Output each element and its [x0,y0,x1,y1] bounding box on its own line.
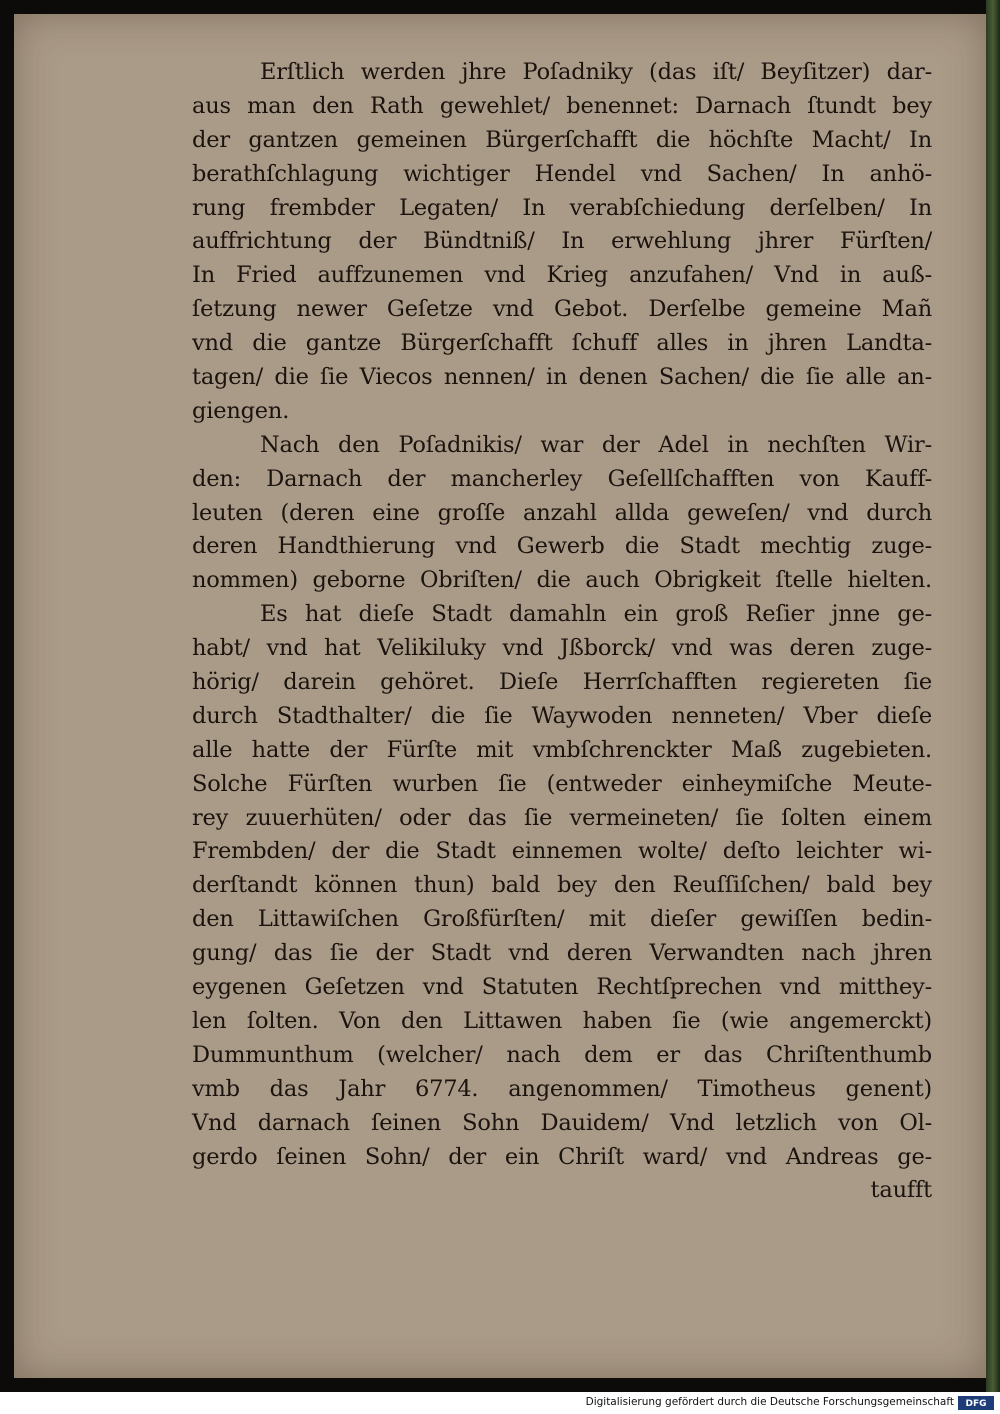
dfg-logo-icon: DFG [958,1396,994,1410]
text-line: giengen. [192,397,290,424]
text-line: Erſtlich werden jhre Poſadniky (das iſt/ Beyſitzer) dar- [260,59,932,85]
text-line: alle hatte der Fürſte mit vmbſchrenckter Maß zugebieten. [192,736,932,763]
digitization-footer [0,1392,1000,1414]
text-line: In Fried auffzunemen vnd Krieg anzufahen/ Vnd in auß- [192,262,932,289]
text-line: den: Darnach der mancherley Geſellſchafften von Kauff- [192,465,932,492]
text-line: Vnd darnach ſeinen Sohn Dauidem/ Vnd letzlich von Ol- [192,1109,932,1136]
text-line: den Littawiſchen Großfürſten/ mit dieſer gewiſſen bedin- [192,906,932,933]
text-line: len ſolten. Von den Littawen haben ſie (wie angemerckt) [192,1007,932,1034]
text-line: der gantzen gemeinen Bürgerſchafft die höchſte Macht/ In [192,126,932,153]
text-line: gerdo ſeinen Sohn/ der ein Chriſt ward/ vnd Andreas ge- [192,1143,932,1170]
text-line: Frembden/ der die Stadt einnemen wolte/ deſto leichter wi- [192,838,932,865]
text-line: rey zuuerhüten/ oder das ſie vermeineten/ ſie ſolten einem [192,804,932,831]
text-line: Dummunthum (welcher/ nach dem er das Chriſtenthumb [192,1041,932,1068]
text-line: gung/ das ſie der Stadt vnd deren Verwandten nach jhren [192,940,932,967]
text-line: tagen/ die ſie Viecos nennen/ in denen Sachen/ die ſie alle an- [192,364,932,391]
text-line: eygenen Geſetzen vnd Statuten Rechtſprechen vnd mitthey- [192,974,932,1001]
text-line: ſetzung newer Geſetze vnd Gebot. Derſelbe gemeine Mañ [192,296,932,323]
text-line: rung frembder Legaten/ In verabſchiedung derſelben/ In [192,194,932,221]
text-line: derſtandt können thun) bald bey den Reuſſiſchen/ bald bey [192,872,932,899]
text-line: Nach den Poſadnikis/ war der Adel in nechſten Wir- [260,431,932,458]
text-line: Solche Fürſten wurben ſie (entweder einheymiſche Meute- [192,770,932,797]
footer-credit: Digitalisierung gefördert durch die Deutsche Forschungsgemeinschaft [585,1396,954,1408]
text-line: vnd die gantze Bürgerſchafft ſchuff alles in jhren Landta- [192,330,932,357]
book-page [14,14,986,1378]
text-line: berathſchlagung wichtiger Hendel vnd Sachen/ In anhö- [192,160,932,187]
book-edge [986,0,1000,1392]
text-line: nommen) geborne Obriſten/ die auch Obrigkeit ſtelle hielten. [192,567,932,594]
body-text [192,56,932,1208]
text-line: auffrichtung der Bündtniß/ In erwehlung jhrer Fürſten/ [192,228,932,255]
text-line: deren Handthierung vnd Gewerb die Stadt mechtig zuge- [192,533,932,560]
text-line: hörig/ darein gehöret. Dieſe Herrſchafften regiereten ſie [192,669,932,696]
text-line: durch Stadthalter/ die ſie Waywoden nenneten/ Vber dieſe [192,702,932,729]
text-line: vmb das Jahr 6774. angenommen/ Timotheus genent) [192,1075,932,1102]
text-line: leuten (deren eine groſſe anzahl allda geweſen/ vnd durch [192,499,932,526]
catchword: taufft [870,1177,932,1204]
text-line: habt/ vnd hat Velikiluky vnd Jßborck/ vnd was deren zuge- [192,635,932,662]
text-line: aus man den Rath gewehlet/ benennet: Darnach ſtundt bey [192,92,932,119]
text-line: Es hat dieſe Stadt damahln ein groß Reſier jnne ge- [260,601,932,628]
